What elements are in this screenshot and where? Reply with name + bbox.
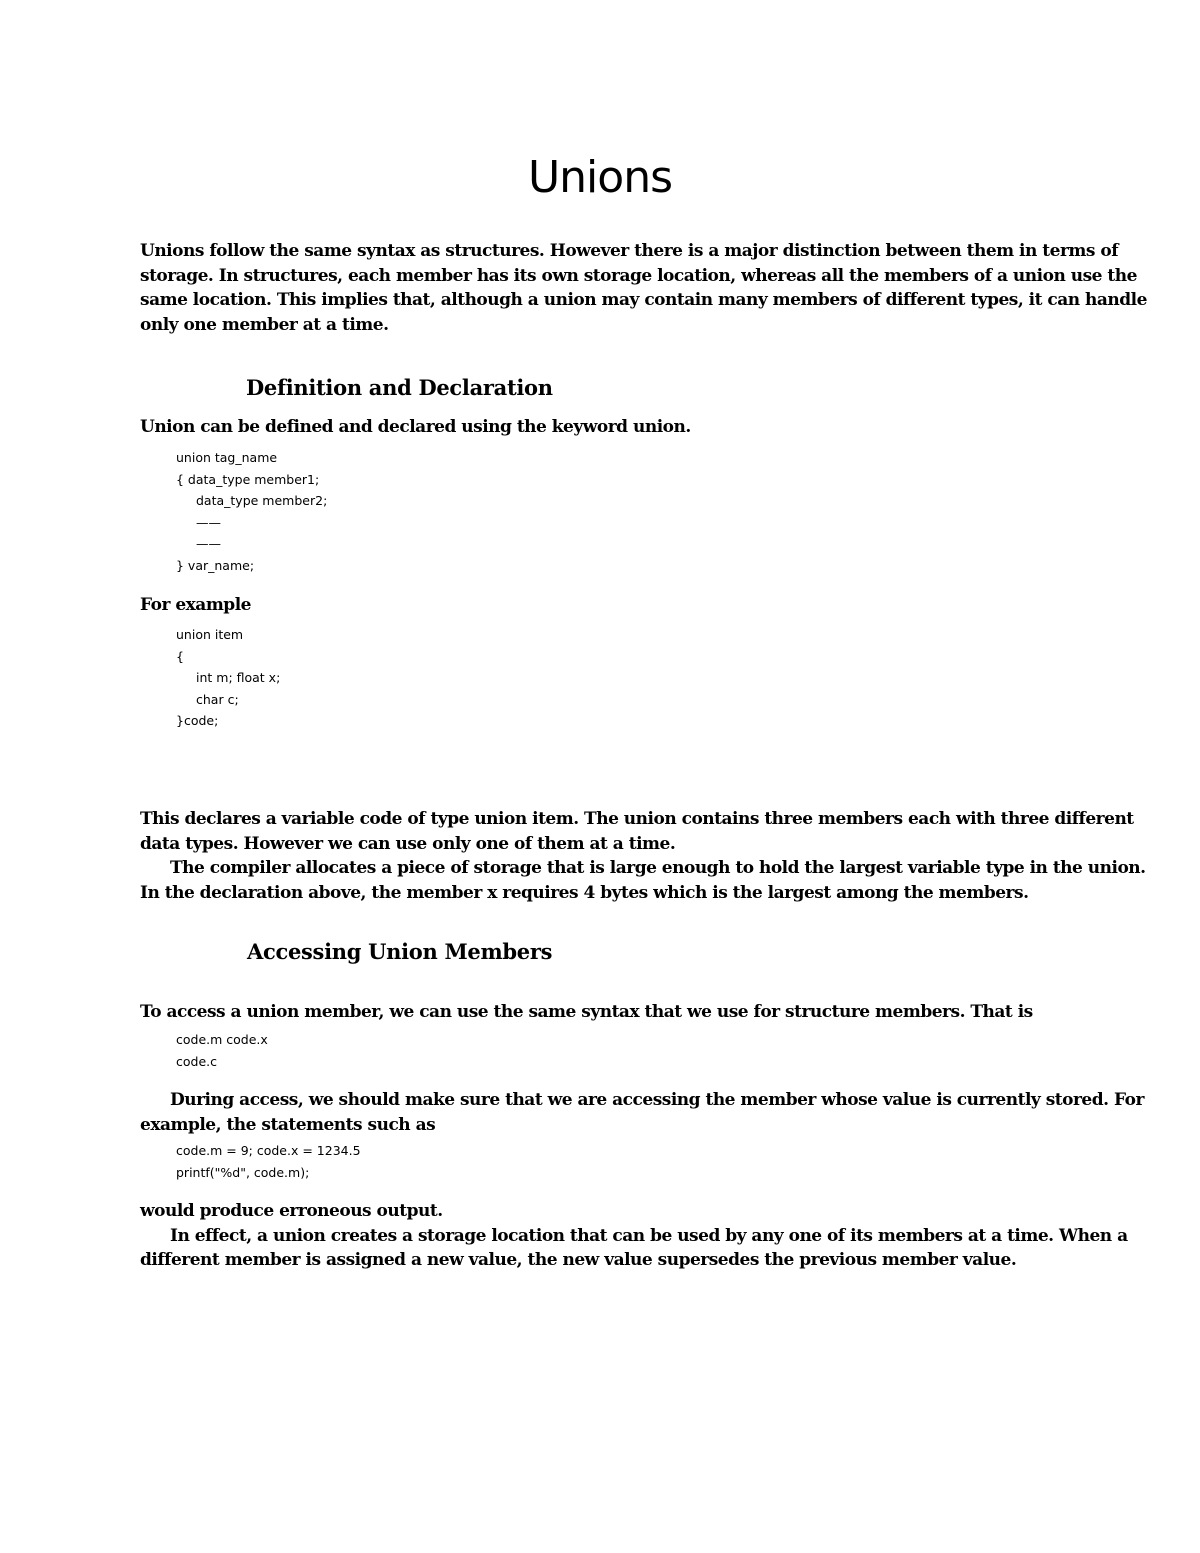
text-line: same location. This implies that, although a union may contain many members of different types, it can handle: [140, 290, 1147, 310]
intro-paragraph: [140, 239, 1147, 337]
code-line: code.c: [176, 1053, 217, 1069]
erroneous-example-code-block: [176, 1140, 361, 1183]
code-line: }code;: [176, 713, 219, 729]
code-line: ——: [196, 514, 221, 530]
text-line: The compiler allocates a piece of storage that is large enough to hold the largest variable type in the union.: [170, 858, 1146, 878]
text-line: This declares a variable code of type union item. The union contains three members each with three different: [140, 809, 1134, 829]
example-code-block: [176, 624, 280, 732]
text-line: In effect, a union creates a storage location that can be used by any one of its members at a time. When a: [170, 1225, 1128, 1246]
code-line: { data_type member1;: [176, 471, 320, 487]
access-caution-paragraph: [140, 1088, 1144, 1137]
text-line: data types. However we can use only one of them at a time.: [140, 833, 676, 854]
code-line: union tag_name: [176, 450, 278, 465]
code-line: code.m = 9; code.x = 1234.5: [176, 1143, 361, 1158]
code-line: data_type member2;: [196, 493, 328, 509]
text-line: example, the statements such as: [140, 1114, 436, 1135]
accessing-lead-text: To access a union member, we can use the same syntax that we use for structure members. That is: [140, 1002, 1033, 1022]
text-line: Unions follow the same syntax as structures. However there is a major distinction between them in terms of: [140, 241, 1119, 261]
access-code-block: [176, 1029, 268, 1072]
text-line: different member is assigned a new value, the new value supersedes the previous member value.: [140, 1250, 1017, 1270]
text-line: would produce erroneous output.: [140, 1201, 443, 1221]
code-line: char c;: [196, 691, 239, 707]
code-line: union item: [176, 627, 244, 642]
text-line: storage. In structures, each member has its own storage location, whereas all the members of a union use the: [140, 265, 1137, 286]
code-line: int m; float x;: [196, 670, 281, 686]
section-heading-definition: Definition and Declaration: [246, 375, 553, 400]
code-line: } var_name;: [176, 557, 255, 573]
code-line: ——: [196, 536, 221, 552]
code-line: {: [176, 648, 184, 664]
text-line: only one member at a time.: [140, 314, 389, 335]
syntax-code-block: [176, 447, 327, 577]
conclusion-paragraph: [140, 1199, 1128, 1273]
definition-lead-text: Union can be defined and declared using the keyword union.: [140, 417, 691, 437]
for-example-label: For example: [140, 595, 251, 615]
code-line: code.m code.x: [176, 1032, 268, 1047]
text-line: During access, we should make sure that we are accessing the member whose value is currently stored. For: [170, 1090, 1144, 1110]
declaration-explanation-paragraph: [140, 807, 1146, 905]
text-line: In the declaration above, the member x requires 4 bytes which is the largest among the members.: [140, 882, 1029, 903]
code-line: printf("%d", code.m);: [176, 1164, 310, 1180]
page-title: Unions: [527, 152, 673, 203]
section-heading-accessing: Accessing Union Members: [247, 939, 553, 964]
